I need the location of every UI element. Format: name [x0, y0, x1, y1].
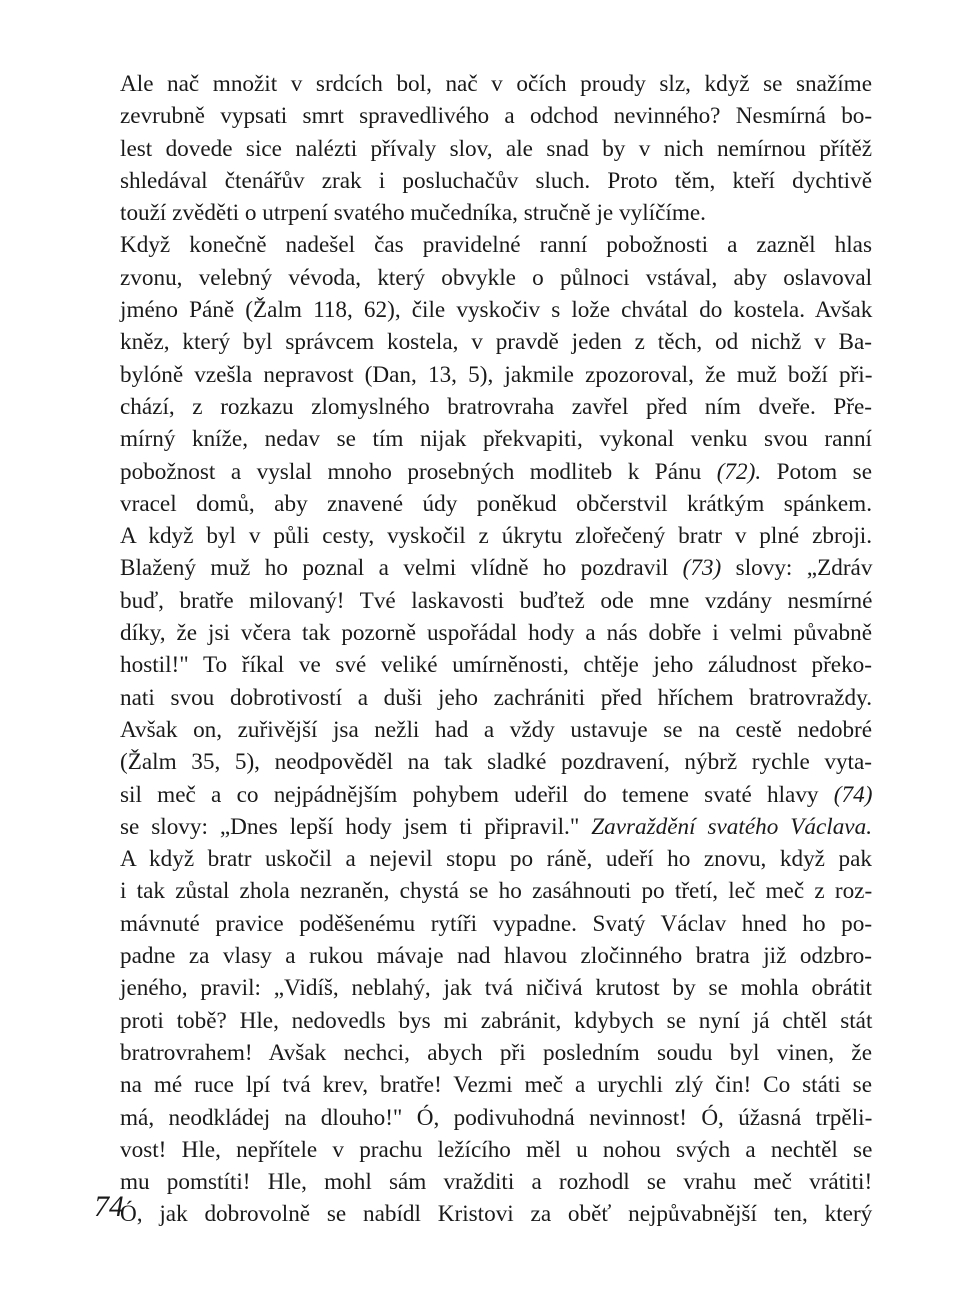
text-line: A když byl v půli cesty, vyskočil z úkrytu zlořečený bratr v plné zbroji. [120, 523, 872, 550]
italic-span: (74) [833, 781, 873, 808]
text-line: bratrovrahem! Avšak nechci, abych při posledním soudu byl vinen, že [120, 1039, 872, 1066]
text-line: zvonu, velebný vévoda, který obvykle o půlnoci vstával, aby oslavoval [120, 264, 873, 291]
text-line: mírný kníže, nedav se tím nijak překvapiti, vykonal venku svou ranní [120, 426, 872, 453]
paragraph [94, 229, 872, 1230]
italic-span: (73) [682, 555, 722, 582]
text-line: (Žalm 35, 5), neodpověděl na tak sladké pozdravení, nýbrž rychle vyta- [120, 749, 872, 776]
text-line: lest dovede sice nalézti přívaly slov, ale snad by v nich nemírnou přítěž [120, 135, 873, 162]
text-line: na mé ruce lpí tvá krev, bratře! Vezmi meč a urychli zlý čin! Co státi se [120, 1072, 872, 1099]
text-line: mu pomstíti! Hle, mohl sám vražditi a rozhodl se vrahu meč vrátiti! [120, 1169, 873, 1196]
page-number: 74 [94, 1190, 124, 1223]
text-line: zevrubně vypsati smrt spravedlivého a odchod nevinného? Nesmírná bo- [120, 103, 873, 130]
text-line: chází, z rozkazu zlomyslného bratrovraha zavřel před ním dveře. Pře- [120, 393, 872, 420]
italic-span: (72). [716, 458, 762, 485]
text-line: Blažený muž ho poznal a velmi vlídně ho pozdravil (73) slovy: „Zdráv [120, 555, 873, 582]
text-line: jméno Páně (Žalm 118, 62), čile vyskočiv s lože chvátal do kostela. Avšak [120, 297, 873, 324]
text-line: nati svou dobrotivostí a duši jeho zachrániti před hříchem bratrovraždy. [120, 684, 873, 711]
text-line: pobožnost a vyslal mnoho prosebných modliteb k Pánu (72). Potom se [120, 458, 872, 485]
text-line: buď, bratře milovaný! Tvé laskavosti buďtež ode mne vzdány nesmírné [120, 587, 873, 614]
text-line: Ale nač množit v srdcích bol, nač v očích proudy slz, když se snažíme [120, 71, 872, 97]
text-line: Když konečně nadešel čas pravidelné ranní pobožnosti a zazněl hlas [120, 232, 872, 259]
text-line: i tak zůstal zhola nezraněn, chystá se ho zasáhnouti po třetí, leč meč z roz- [120, 878, 873, 905]
text-line: proti tobě? Hle, nedovedls bys mi zabránit, kdybych se nyní já chtěl stát [120, 1007, 873, 1034]
page-body [94, 68, 872, 1231]
text-line: vost! Hle, nepřítele v prachu ležícího měl u nohou svých a nechtěl se [120, 1136, 873, 1163]
text-line: hostil!" To říkal ve své veliké umírněnosti, chtěje jeho záludnost překo- [120, 652, 872, 679]
text-line: se slovy: „Dnes lepší hody jsem ti připravil." Zavraždění svatého Václava. [120, 813, 872, 840]
text-line: má, neodkládej na dlouho!" Ó, podivuhodná nevinnost! Ó, úžasná trpěli- [120, 1104, 873, 1131]
italic-span: Zavraždění svatého Václava. [591, 813, 872, 840]
text-line: vracel domů, aby znavené údy poněkud občerstvil krátkým spánkem. [120, 490, 872, 517]
text-line: A když bratr uskočil a nejevil stopu po ráně, udeří ho znovu, když pak [120, 846, 873, 873]
text-line: díky, že jsi včera tak pozorně uspořádal hody a nás dobře i velmi půvabně [120, 620, 872, 647]
text-line: Avšak on, zuřivější jsa nežli had a vždy ustavuje se na cestě nedobré [120, 716, 873, 743]
text-line: sil meč a co nejpádnějším pohybem udeřil do temene svaté hlavy (74) [120, 781, 873, 808]
paragraph [94, 68, 872, 229]
text-line: mávnuté pravice poděšenému rytíři vypadne. Svatý Václav hned ho po- [120, 910, 873, 937]
text-line: Ó, jak dobrovolně se nabídl Kristovi za oběť nejpůvabnější ten, který [120, 1201, 873, 1228]
text-line: shledával čtenářův zrak i posluchačův sluch. Proto těm, kteří dychtivě [120, 167, 872, 194]
text-line: padne za vlasy a rukou mávaje nad hlavou zločinného bratra již odzbro- [120, 943, 872, 970]
text-line: jeného, pravil: „Vidíš, neblahý, jak tvá ničivá krutost by se mohla obrátit [120, 975, 872, 1002]
text-line: bylóně vzešla nepravost (Dan, 13, 5), jakmile zpozoroval, že muž boží při- [120, 361, 873, 388]
text-line: kněz, který byl správcem kostela, v pravdě jeden z těch, od nichž v Ba- [120, 329, 872, 356]
text-line: touží zvěděti o utrpení svatého mučedníka, stručně je vylíčíme. [120, 200, 706, 227]
